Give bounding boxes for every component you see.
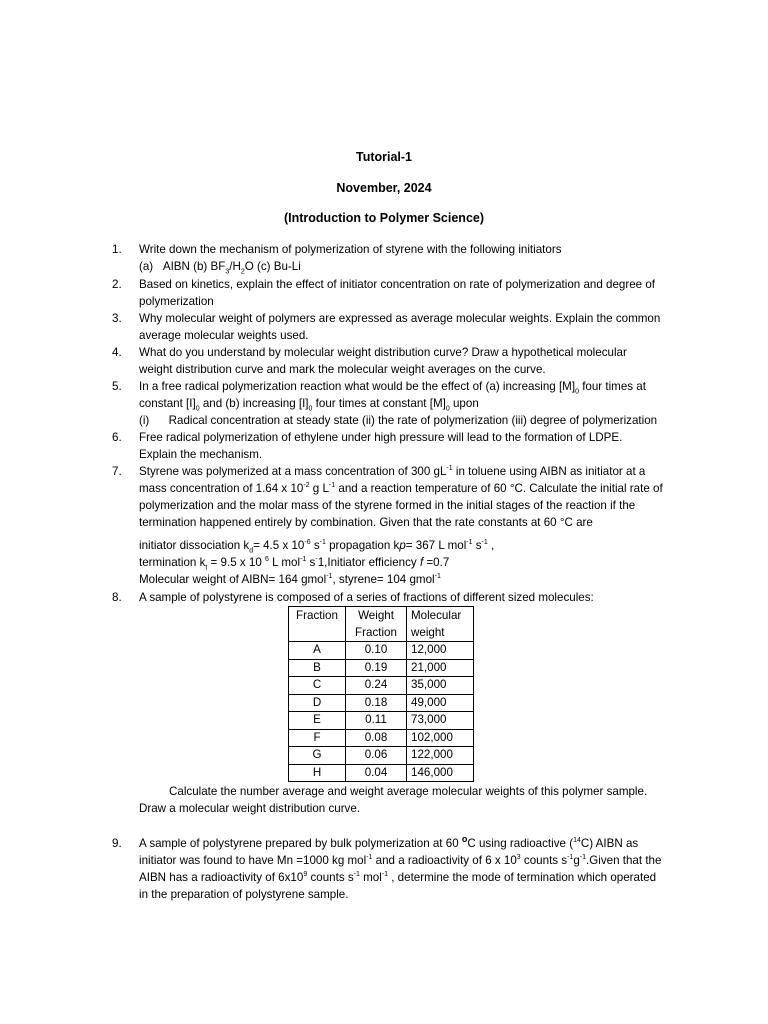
question-line: constant $[I]_0$ and (b) increasing $[I]_0$ four times at constant $[M]_0$ upon [139, 397, 479, 413]
cell-weight-fraction: 0.24 [346, 677, 407, 695]
question-text [139, 463, 679, 588]
question-number: 7. [112, 465, 122, 478]
cell-fraction: C [289, 677, 346, 695]
question-line: mass concentration of 1.64 x $10^{-2}$ g $L^{-1}$ and a reaction temperature of 60 °C. Calculate the initial rate of [139, 482, 663, 495]
cell-weight-fraction: 0.04 [346, 764, 407, 782]
question-text [139, 241, 679, 275]
question-line: Calculate the number average and weight average molecular weights of this polymer sample. [169, 785, 648, 798]
question-line: Explain the mechanism. [139, 448, 263, 461]
question-line: initiator was found to have Mn =1000 kg mol$^{-1}$ and a radioactivity of 6 x $10^3$ counts $s^{-1}g^{-1}.Given$ that the [139, 854, 662, 867]
header-weight-fraction: Weight Fraction [346, 607, 407, 642]
cell-molecular-weight: 12,000 [407, 642, 474, 660]
question-number: 4. [112, 346, 122, 359]
tutorial-title: Tutorial-1 [355, 150, 413, 164]
table-row [289, 729, 474, 747]
question-line: A sample of polystyrene prepared by bulk polymerization at 60 $^o$C using radioactive ($^{14}$C) AIBN as [139, 834, 639, 850]
cell-fraction: F [289, 729, 346, 747]
question-line: Why molecular weight of polymers are expressed as average molecular weights. Explain the common [139, 312, 661, 325]
cell-fraction: D [289, 694, 346, 712]
question-line: Molecular weight of AIBN= 164 gmol$^{-1}$, styrene= 104 gmol$^{-1}$ [139, 573, 441, 586]
question-number: 3. [112, 312, 122, 325]
question-line: in the preparation of polystyrene sample. [139, 888, 349, 901]
question-text [139, 378, 679, 429]
cell-fraction: E [289, 712, 346, 730]
question-line: initiator dissociation $k_d= 4.5$ x $10^{-6}$ $s^{-1}$ propagation kp= 367 L mol$^{-1}$ $s^{-1}$ , [139, 539, 495, 555]
question-line: Free radical polymerization of ethylene under high pressure will lead to the formation of LDPE. [139, 431, 623, 444]
question-text [139, 310, 679, 344]
cell-fraction: B [289, 659, 346, 677]
question-text [139, 429, 679, 463]
question-line: (i) Radical concentration at steady state (ii) the rate of polymerization (iii) degree of polymerization [139, 414, 658, 427]
question-line: polymerization [139, 295, 214, 308]
question-text [139, 783, 679, 817]
question-number: 1. [112, 243, 122, 256]
table-row [289, 677, 474, 695]
tutorial-date: November, 2024 [336, 181, 432, 195]
table-row [289, 764, 474, 782]
question-line: AIBN has a radioactivity of $6x10^9$ counts $s^{-1}$ mol$^{-1}$ , determine the mode of termination which operated [139, 871, 657, 884]
question-line: Styrene was polymerized at a mass concentration of 300 $gL^{-1}$ in toluene using AIBN as initiator at a [139, 465, 646, 478]
cell-fraction: G [289, 747, 346, 765]
question-line: Draw a molecular weight distribution curve. [139, 802, 361, 815]
cell-molecular-weight: 146,000 [407, 764, 474, 782]
cell-molecular-weight: 73,000 [407, 712, 474, 730]
header-molecular-weight: Molecular weight [407, 607, 474, 642]
cell-weight-fraction: 0.08 [346, 729, 407, 747]
question-line: average molecular weights used. [139, 329, 309, 342]
cell-fraction: A [289, 642, 346, 660]
question-line: Based on kinetics, explain the effect of initiator concentration on rate of polymerization and degree of [139, 278, 656, 291]
question-number: 6. [112, 431, 122, 444]
cell-weight-fraction: 0.19 [346, 659, 407, 677]
cell-weight-fraction: 0.18 [346, 694, 407, 712]
table-row [289, 712, 474, 730]
question-text: A sample of polystyrene is composed of a series of fractions of different sized molecules: [139, 591, 594, 604]
header-fraction: Fraction [289, 607, 346, 642]
table-header-row [289, 607, 474, 642]
table-row [289, 642, 474, 660]
cell-molecular-weight: 35,000 [407, 677, 474, 695]
question-number: 2. [112, 278, 122, 291]
fractions-table [288, 606, 474, 782]
cell-weight-fraction: 0.06 [346, 747, 407, 765]
cell-weight-fraction: 0.11 [346, 712, 407, 730]
question-line: In a free radical polymerization reaction what would be the effect of (a) increasing $[M]_0$ four times at [139, 380, 646, 396]
question-text [139, 344, 679, 378]
table-row [289, 659, 474, 677]
cell-fraction: H [289, 764, 346, 782]
question-line: polymerization and the molar mass of the styrene formed in the initial stages of the reaction if the [139, 499, 636, 512]
cell-molecular-weight: 49,000 [407, 694, 474, 712]
cell-molecular-weight: 21,000 [407, 659, 474, 677]
question-number: 9. [112, 837, 122, 850]
cell-weight-fraction: 0.10 [346, 642, 407, 660]
question-line: weight distribution curve and mark the molecular weight averages on the curve. [139, 363, 546, 376]
question-number: 8. [112, 591, 122, 604]
cell-molecular-weight: 122,000 [407, 747, 474, 765]
question-text [139, 276, 679, 310]
question-text [139, 835, 679, 903]
question-line: termination $k_t = 9.5$ x 10 $^6$ L mol$^{-1}$ s-1,Initiator efficiency f =0.7 [139, 556, 450, 572]
question-line: What do you understand by molecular weight distribution curve? Draw a hypothetical molecular [139, 346, 627, 359]
question-line: Write down the mechanism of polymerization of styrene with the following initiators [139, 243, 562, 256]
table-row [289, 694, 474, 712]
tutorial-subtitle: (Introduction to Polymer Science) [283, 211, 485, 225]
question-line: (a) AIBN (b) $BF_3/H_2O$ (c) Bu-Li [139, 260, 301, 276]
question-number: 5. [112, 380, 122, 393]
cell-molecular-weight: 102,000 [407, 729, 474, 747]
table-row [289, 747, 474, 765]
question-line: termination happened entirely by combination. Given that the rate constants at 60 °C are [139, 516, 593, 529]
